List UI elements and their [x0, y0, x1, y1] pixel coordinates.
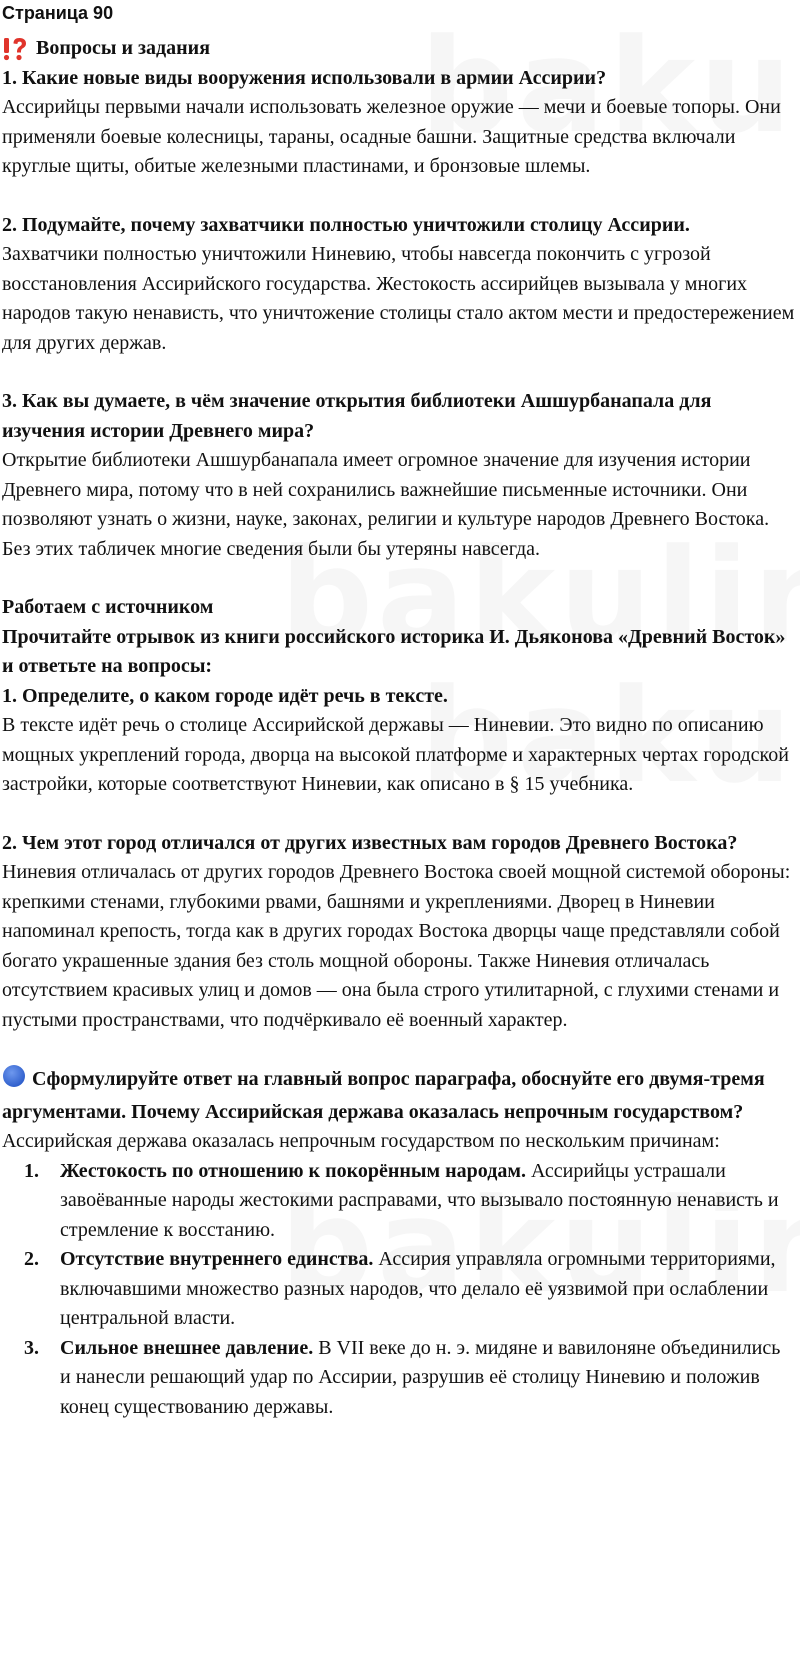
blue-circle-icon: [2, 1064, 26, 1098]
section-title-text: Вопросы и задания: [36, 37, 211, 59]
document-body: [2, 34, 796, 1422]
list-item: [2, 1157, 796, 1246]
source-answer-2: Ниневия отличалась от других городов Древнего Востока своей мощной системой обороны: крепкими стенами, глубокими рвами, башнями и укреплениями. Дворец в Ниневии напоминал крепость, тогда как в других городах Востока дворцы чаще представляли собой богато украшенные здания без столь мощной обороны. Также Ниневия отличалась отсутствием красивых улиц и домов — она была строго утилитарной, с глухими стенами и пустыми пространствами, что подчёркивало её военный характер.: [2, 861, 791, 1031]
answer-3: Открытие библиотеки Ашшурбанапала имеет огромное значение для изучения истории Древнего мира, потому что в ней сохранились важнейшие письменные источники. Они позволяют узнать о жизни, науке, законах, религии и культуре народов Древнего Востока. Без этих табличек многие сведения были бы утеряны навсегда.: [2, 449, 770, 560]
reasons-list: [2, 1157, 796, 1423]
reason-text: Ассирийцы устрашали завоёванные народы жестокими расправами, что вызывало постоянную ненависть и стремление к восстанию.: [60, 1159, 779, 1241]
question-3: 3. Как вы думаете, в чём значение открытия библиотеки Ашшурбанапала для изучения истории Древнего мира?: [2, 390, 712, 442]
section-title: [2, 34, 796, 64]
question-2: 2. Подумайте, почему захватчики полностью уничтожили столицу Ассирии.: [2, 213, 690, 236]
source-heading: Работаем с источником: [2, 596, 214, 618]
page-label: Страница 90: [2, 3, 114, 23]
source-question-1: 1. Определите, о каком городе идёт речь в тексте.: [2, 684, 448, 707]
list-item: [2, 1334, 796, 1423]
reason-heading: Сильное внешнее давление.: [60, 1336, 314, 1359]
reason-heading: Жестокость по отношению к покорённым народам.: [60, 1159, 526, 1182]
reason-text: Ассирия управляла огромными территориями, включавшими множество разных народов, что делало её уязвимой при ослаблении центральной власти.: [60, 1248, 776, 1329]
source-intro: Прочитайте отрывок из книги российского историка И. Дьяконова «Древний Восток» и ответьте на вопросы:: [2, 625, 786, 677]
question-1: 1. Какие новые виды вооружения использовали в армии Ассирии?: [2, 66, 607, 89]
final-question-text: Сформулируйте ответ на главный вопрос параграфа, обоснуйте его двумя-тремя аргументами. Почему Ассирийская держава оказалась непрочным государством?: [2, 1068, 765, 1123]
list-number: 2.: [24, 1248, 39, 1270]
source-question-2: 2. Чем этот город отличался от других известных вам городов Древнего Востока?: [2, 831, 738, 854]
reason-heading: Отсутствие внутреннего единства.: [60, 1248, 374, 1270]
source-answer-1: В тексте идёт речь о столице Ассирийской державы — Ниневии. Это видно по описанию мощных укреплений города, дворца на высокой платформе и характерных чертах городской застройки, которые соответствуют Ниневии, как описано в § 15 учебника.: [2, 714, 789, 795]
list-number: 3.: [24, 1336, 39, 1359]
answer-1: Ассирийцы первыми начали использовать железное оружие — мечи и боевые топоры. Они применяли боевые колесницы, тараны, осадные башни. Защитные средства включали круглые щиты, обитые железными пластинами, и бронзовые шлемы.: [2, 96, 781, 177]
list-item: [2, 1245, 796, 1334]
list-number: 1.: [24, 1159, 39, 1182]
final-question: [2, 1064, 796, 1127]
reason-text: В VII веке до н. э. мидяне и вавилоняне объединились и нанесли решающий удар по Ассирии, разрушив её столицу Ниневию и положив конец существованию державы.: [60, 1336, 781, 1418]
answer-2: Захватчики полностью уничтожили Ниневию, чтобы навсегда покончить с угрозой восстановления Ассирийского государства. Жестокость ассирийцев вызывала у многих народов такую ненависть, что уничтожение столицы стало актом мести и предостережением для других держав.: [2, 243, 795, 354]
exclamation-question-icon: [2, 37, 28, 61]
final-intro: Ассирийская держава оказалась непрочным государством по нескольким причинам:: [2, 1130, 720, 1152]
